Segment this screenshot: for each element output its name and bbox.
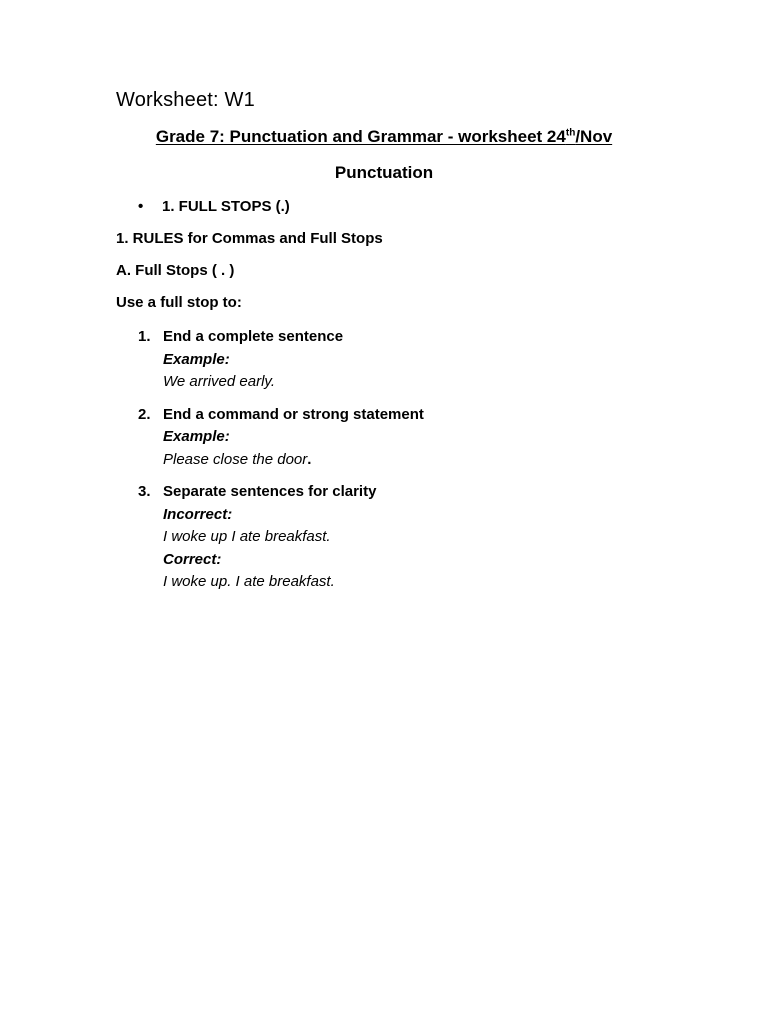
rule-title: End a command or strong statement — [163, 405, 424, 423]
rule-item — [138, 404, 698, 472]
worksheet-label: Worksheet: W1 — [116, 89, 255, 111]
page-title — [0, 127, 768, 147]
incorrect-label: Incorrect: — [163, 505, 233, 523]
title-suffix: /Nov — [575, 127, 613, 146]
bullet-item — [138, 198, 290, 215]
incorrect-text: I woke up I ate breakfast. — [163, 528, 331, 545]
full-stops-subheading: A. Full Stops ( . ) — [116, 262, 235, 279]
correct-text: I woke up. I ate breakfast. — [163, 573, 335, 590]
rule-number: 1. — [138, 328, 151, 345]
intro-line: Use a full stop to: — [116, 294, 242, 311]
example-text: Please close the door — [163, 450, 308, 468]
rule-list — [138, 326, 698, 604]
bullet-text: 1. FULL STOPS (.) — [162, 198, 290, 215]
example-text: We arrived early. — [163, 373, 275, 390]
rules-heading: 1. RULES for Commas and Full Stops — [116, 230, 383, 247]
section-heading: Punctuation — [334, 163, 434, 182]
rule-item — [138, 481, 698, 594]
rule-title: Separate sentences for clarity — [163, 483, 377, 500]
correct-label: Correct: — [163, 550, 222, 568]
example-text-wrap — [163, 449, 698, 472]
rule-number: 3. — [138, 483, 151, 500]
rule-title: End a complete sentence — [163, 328, 344, 345]
example-full-stop: . — [307, 450, 312, 468]
bullet-dot-icon: • — [138, 198, 144, 215]
title-main: Grade 7: Punctuation and Grammar - worksheet 24 — [155, 127, 566, 146]
example-label: Example: — [163, 428, 230, 445]
rule-number: 2. — [138, 405, 151, 423]
rule-item — [138, 326, 698, 394]
example-label: Example: — [163, 350, 230, 368]
title-superscript: th — [565, 127, 576, 139]
